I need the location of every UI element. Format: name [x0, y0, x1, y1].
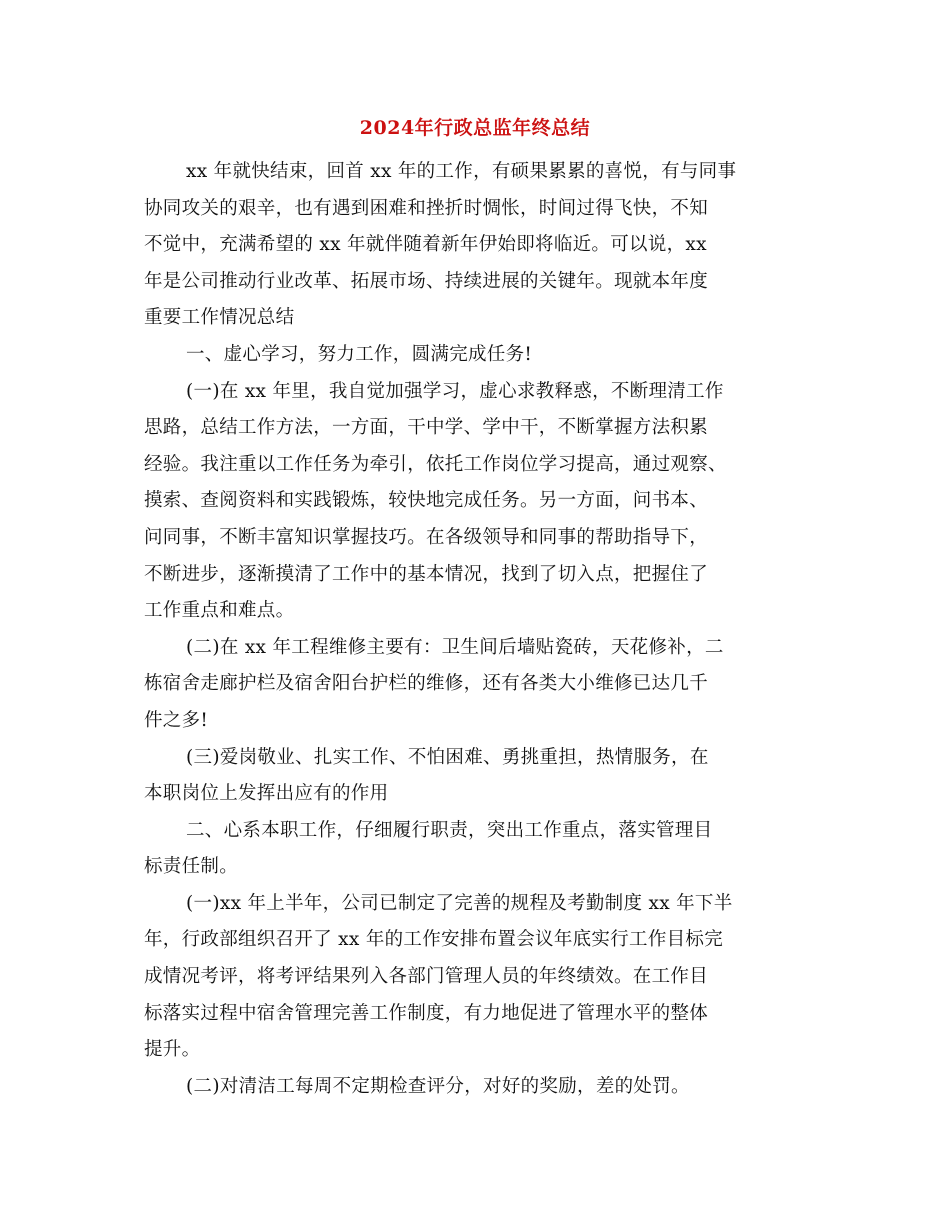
text-line: 经验。我注重以工作任务为牵引，依托工作岗位学习提高，通过观察、	[144, 453, 727, 475]
text-line: 协同攻关的艰辛，也有遇到困难和挫折时惆怅，时间过得飞快，不知	[144, 197, 709, 219]
text-line: 本职岗位上发挥出应有的作用	[144, 783, 389, 805]
text-line: 思路，总结工作方法，一方面，干中学、学中干，不断掌握方法积累	[144, 417, 709, 439]
text-line: 栋宿舍走廊护栏及宿舍阳台护栏的维修，还有各类大小维修已达几千	[144, 673, 709, 695]
text-line: 工作重点和难点。	[144, 600, 295, 622]
text-line: 二、心系本职工作，仔细履行职责，突出工作重点，落实管理目	[186, 819, 713, 841]
text-line: (一)在 xx 年里，我自觉加强学习，虚心求教释惑，不断理清工作	[186, 380, 724, 402]
text-line: (二)对清洁工每周不定期检查评分，对好的奖励，差的处罚。	[186, 1075, 690, 1097]
text-line: xx 年就快结束，回首 xx 年的工作，有硕果累累的喜悦，有与同事	[186, 161, 737, 182]
text-line: 不断进步，逐渐摸清了工作中的基本情况，找到了切入点，把握住了	[144, 563, 709, 585]
text-line: 提升。	[144, 1039, 201, 1061]
text-line: (二)在 xx 年工程维修主要有：卫生间后墙贴瓷砖，天花修补，二	[186, 636, 724, 658]
text-line: 摸索、查阅资料和实践锻炼，较快地完成任务。另一方面，问书本、	[144, 490, 709, 512]
document-body	[144, 154, 809, 1105]
document-title: 2024年行政总监年终总结	[359, 117, 591, 139]
text-line: 问同事，不断丰富知识掌握技巧。在各级领导和同事的帮助指导下，	[144, 526, 709, 548]
text-line: 件之多!	[144, 709, 209, 731]
text-line: 重要工作情况总结	[144, 307, 295, 329]
text-line: 一、虚心学习，努力工作，圆满完成任务!	[186, 343, 533, 365]
text-line: 标责任制。	[144, 856, 239, 878]
text-line: 年是公司推动行业改革、拓展市场、持续进展的关键年。现就本年度	[144, 270, 709, 292]
text-line: 不觉中，充满希望的 xx 年就伴随着新年伊始即将临近。可以说，xx	[144, 234, 707, 256]
text-line: (三)爱岗敬业、扎实工作、不怕困难、勇挑重担，热情服务，在	[186, 746, 709, 768]
text-line: 成情况考评，将考评结果列入各部门管理人员的年终绩效。在工作目	[144, 966, 709, 988]
text-line: 标落实过程中宿舍管理完善工作制度，有力地促进了管理水平的整体	[144, 1002, 709, 1024]
text-line: (一)xx 年上半年，公司已制定了完善的规程及考勤制度 xx 年下半	[186, 892, 733, 914]
text-line: 年，行政部组织召开了 xx 年的工作安排布置会议年底实行工作目标完	[144, 929, 724, 951]
